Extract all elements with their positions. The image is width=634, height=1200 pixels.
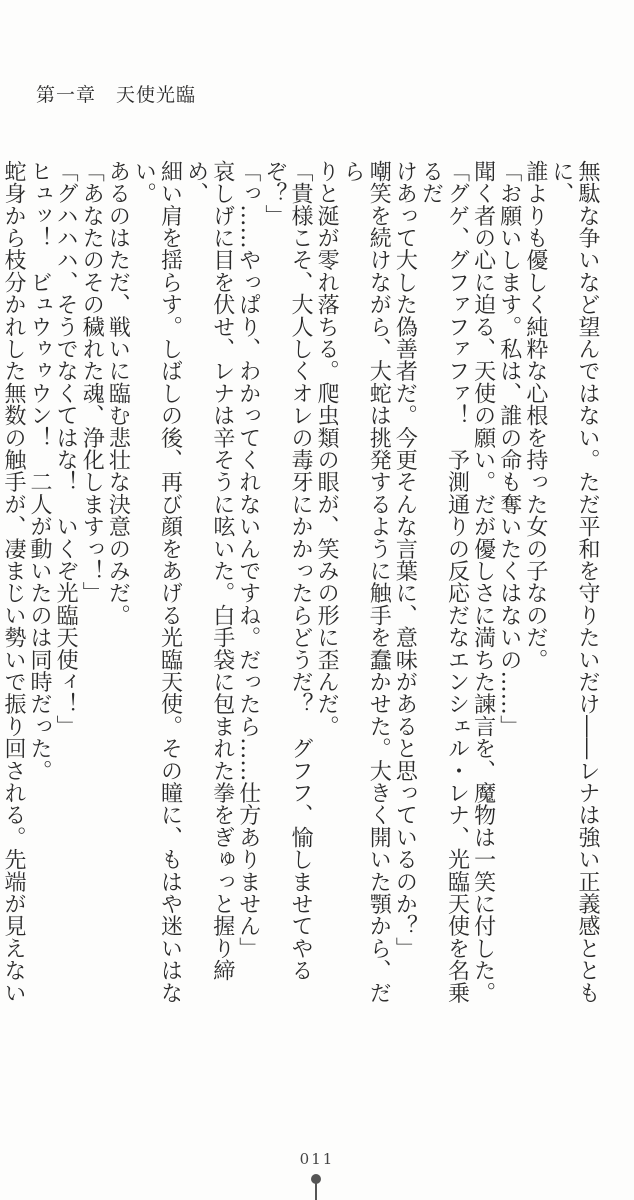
text-line: 誰よりも優しく純粋な心根を持った女の子なのだ。 — [522, 160, 548, 671]
chapter-heading: 第一章 天使光臨 — [36, 84, 197, 106]
text-line: 「グゲ、グファファファ！ 予測通りの反応だなエンシェル・レナ、光臨天使を名乗るだ — [418, 160, 470, 1004]
text-line: けあって大した偽善者だ。今更そんな言葉に、意味があると思っているのか？」 — [392, 160, 418, 960]
text-line: 無駄な争いなど望んではない。ただ平和を守りたいだけ――レナは強い正義感とともに、 — [548, 160, 600, 1004]
page-marker-icon — [311, 1174, 321, 1200]
text-line: 「っ……やっぱり、わかってくれないんですね。だったら……仕方ありません」 — [235, 160, 261, 960]
text-line: 蛇身から枝分かれした無数の触手が、凄まじい勢いで振り回される。先端が見えない — [0, 160, 26, 1004]
text-line: 哀しげに目を伏せ、レナは辛そうに呟いた。白手袋に包まれた拳をぎゅっと握り締め、 — [183, 160, 235, 982]
text-line: 嘲笑を続けながら、大蛇は挑発するように触手を蠢かせた。大きく開いた顎から、だら — [340, 160, 392, 1004]
text-line: あるのはただ、戦いに臨む悲壮な決意のみだ。 — [105, 160, 131, 627]
text-line: 「お願いします。私は、誰の命も奪いたくはないの……」 — [496, 160, 522, 738]
text-line: ヒュッ！ ビュウゥゥウン！ 二人が動いたのは同時だった。 — [27, 160, 53, 782]
body-text — [0, 160, 600, 1010]
text-line: 細い肩を揺らす。しばしの後、再び顔をあげる光臨天使。その瞳に、もはや迷いはない。 — [131, 160, 183, 1004]
text-line: 「貴様こそ、大人しくオレの毒牙にかかったらどうだ？ グフフ、愉しませてやるぞ？」 — [261, 160, 313, 982]
text-line: 「あなたのその穢れた魂、浄化しますっ！」 — [79, 160, 105, 604]
page-number: 011 — [299, 1150, 335, 1168]
text-line: りと涎が零れ落ちる。爬虫類の眼が、笑みの形に歪んだ。 — [314, 160, 340, 738]
text-line: 聞く者の心に迫る、天使の願い。だが優しさに満ちた諫言を、魔物は一笑に付した。 — [470, 160, 496, 1004]
text-line: 「グハハハ、そうでなくてはな！ いくぞ光臨天使ィ！」 — [53, 160, 79, 738]
